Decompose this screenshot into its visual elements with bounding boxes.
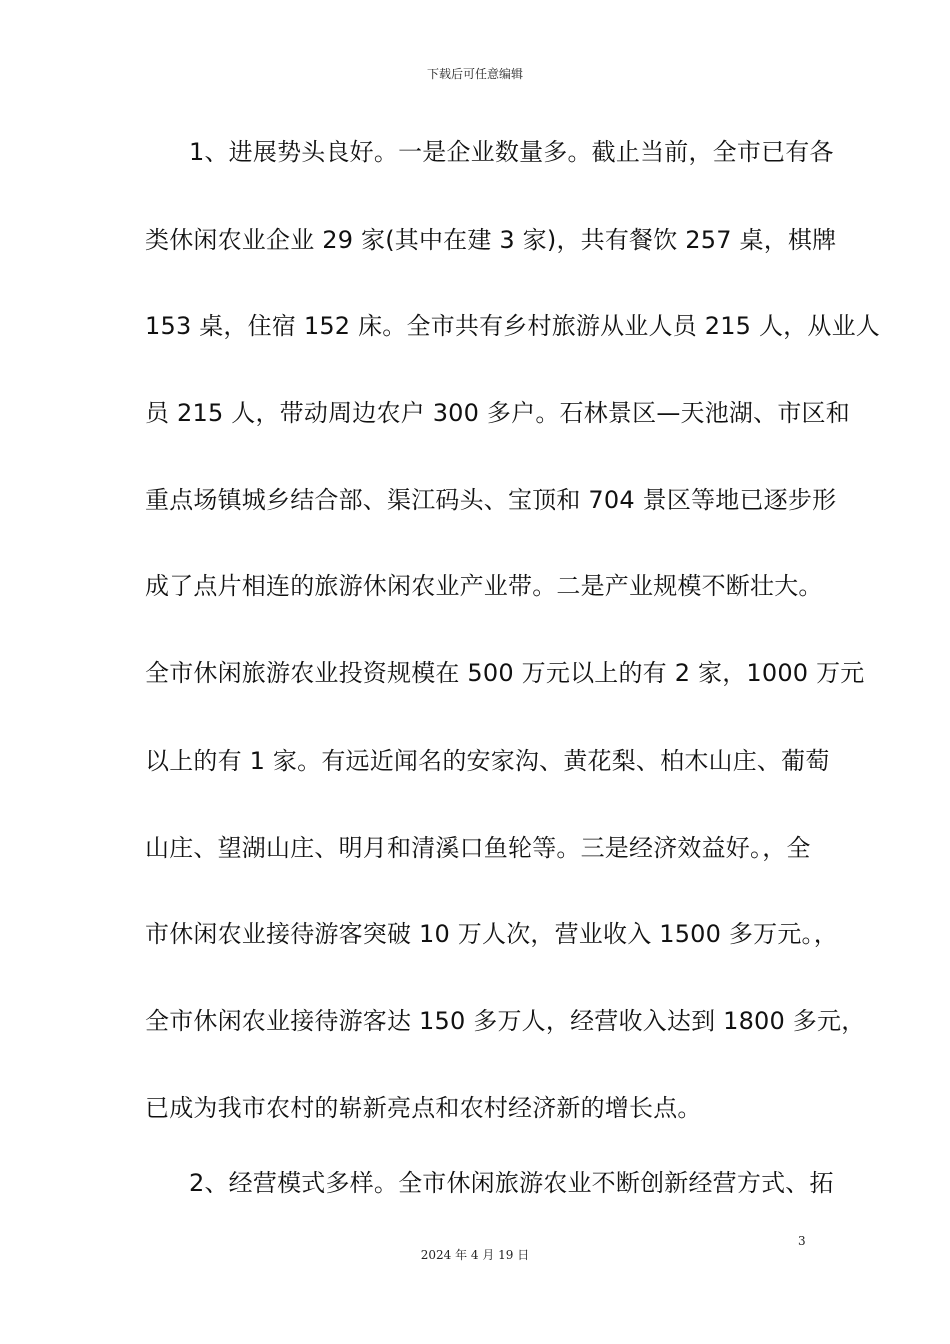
text-line: 全市休闲农业接待游客达 150 多万人，经营收入达到 1800 多元，: [145, 1007, 866, 1035]
text-line: 全市休闲旅游农业投资规模在 500 万元以上的有 2 家，1000 万元: [145, 659, 865, 687]
text-line: 类休闲农业企业 29 家(其中在建 3 家)，共有餐饮 257 桌，棋牌: [145, 226, 837, 254]
text-line: 成了点片相连的旅游休闲农业产业带。二是产业规模不断壮大。: [145, 572, 823, 600]
text-line: 已成为我市农村的崭新亮点和农村经济新的增长点。: [145, 1094, 702, 1122]
text-line: 员 215 人，带动周边农户 300 多户。石林景区—天池湖、市区和: [145, 399, 850, 427]
text-line: 市休闲农业接待游客突破 10 万人次，营业收入 1500 多万元。，: [145, 920, 838, 948]
text-line: 以上的有 1 家。有远近闻名的安家沟、黄花梨、柏木山庄、葡萄: [145, 747, 830, 775]
text-line: 1、进展势头良好。一是企业数量多。截止当前，全市已有各: [189, 138, 834, 166]
text-line: 重点场镇城乡结合部、渠江码头、宝顶和 704 景区等地已逐步形: [145, 486, 837, 514]
text-line: 山庄、望湖山庄、明月和清溪口鱼轮等。三是经济效益好。，全: [145, 834, 811, 862]
page-number: 3: [798, 1234, 806, 1248]
text-line: 2、经营模式多样。全市休闲旅游农业不断创新经营方式、拓: [189, 1169, 834, 1197]
text-line: 153 桌，住宿 152 床。全市共有乡村旅游从业人员 215 人，从业人: [145, 312, 880, 340]
header-note: 下载后可任意编辑: [426, 67, 523, 81]
footer-date: 2024 年 4 月 19 日: [420, 1248, 530, 1262]
